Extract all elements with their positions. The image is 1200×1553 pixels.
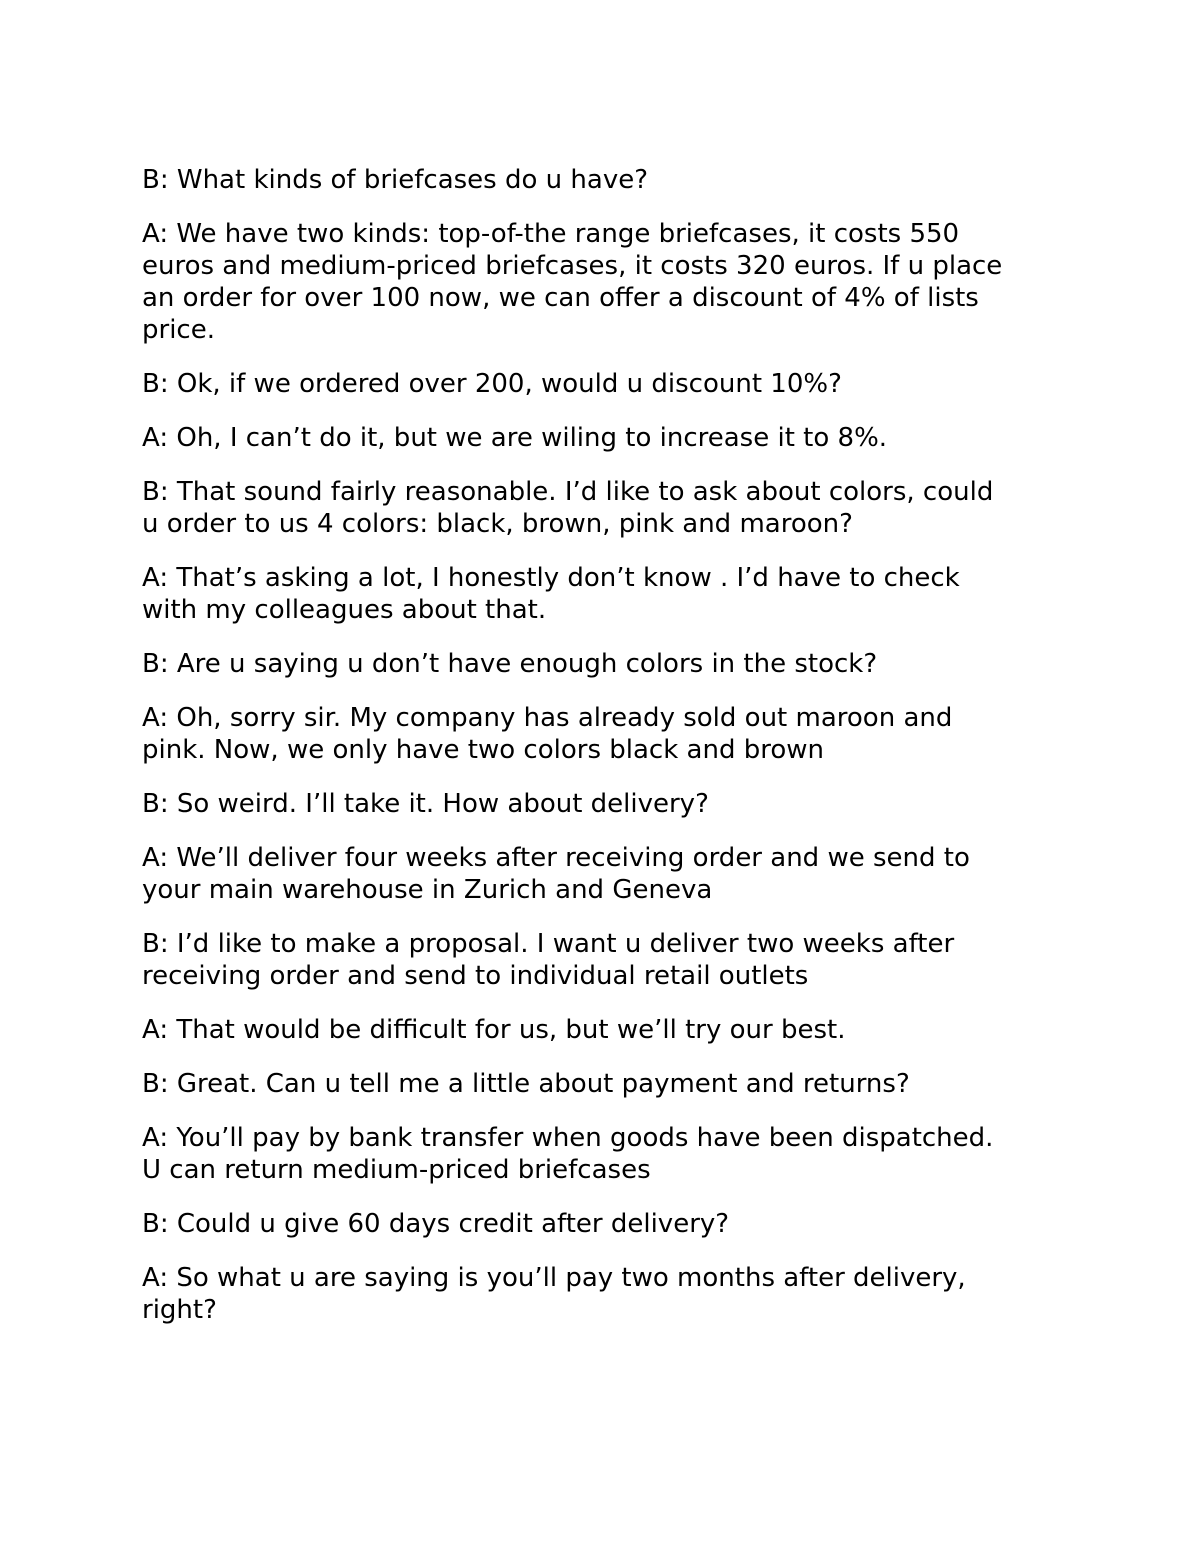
dialogue-body bbox=[142, 164, 1072, 1348]
dialogue-line-b-discount-request: B: Ok, if we ordered over 200, would u discount 10%? bbox=[142, 369, 842, 399]
dialogue-line-a-delivery-terms: A: We’ll deliver four weeks after receiving order and we send to your main warehouse in Zurich and Geneva bbox=[142, 843, 970, 905]
dialogue-line-a-credit-confirm: A: So what u are saying is you’ll pay two months after delivery, right? bbox=[142, 1263, 966, 1325]
dialogue-line-a-pricing: A: We have two kinds: top-of-the range briefcases, it costs 550 euros and medium-priced briefcases, it costs 320 euros. If u place an order for over 100 now, we can offer a discount of 4% of lists price. bbox=[142, 219, 1003, 345]
dialogue-line-b-colors: B: That sound fairly reasonable. I’d like to ask about colors, could u order to us 4 colors: black, brown, pink and maroon? bbox=[142, 477, 994, 539]
dialogue-line-a-check-colleagues: A: That’s asking a lot, I honestly don’t know . I’d have to check with my colleagues about that. bbox=[142, 563, 960, 625]
dialogue-line-a-sold-out: A: Oh, sorry sir. My company has already sold out maroon and pink. Now, we only have two colors black and brown bbox=[142, 703, 953, 765]
dialogue-line-a-discount-offer: A: Oh, I can’t do it, but we are wiling to increase it to 8%. bbox=[142, 423, 888, 453]
dialogue-line-a-payment-terms: A: You’ll pay by bank transfer when goods have been dispatched. U can return medium-priced briefcases bbox=[142, 1123, 994, 1185]
dialogue-line-b-proposal: B: I’d like to make a proposal. I want u deliver two weeks after receiving order and send to individual retail outlets bbox=[142, 929, 955, 991]
dialogue-line-b-delivery-question: B: So weird. I’ll take it. How about delivery? bbox=[142, 789, 709, 819]
dialogue-line-b-payment-question: B: Great. Can u tell me a little about payment and returns? bbox=[142, 1069, 910, 1099]
dialogue-line-b-stock-question: B: Are u saying u don’t have enough colors in the stock? bbox=[142, 649, 878, 679]
dialogue-line-b-briefcase-kinds: B: What kinds of briefcases do u have? bbox=[142, 165, 648, 195]
dialogue-line-b-credit-request: B: Could u give 60 days credit after delivery? bbox=[142, 1209, 730, 1239]
dialogue-line-a-try-best: A: That would be difficult for us, but we’ll try our best. bbox=[142, 1015, 846, 1045]
